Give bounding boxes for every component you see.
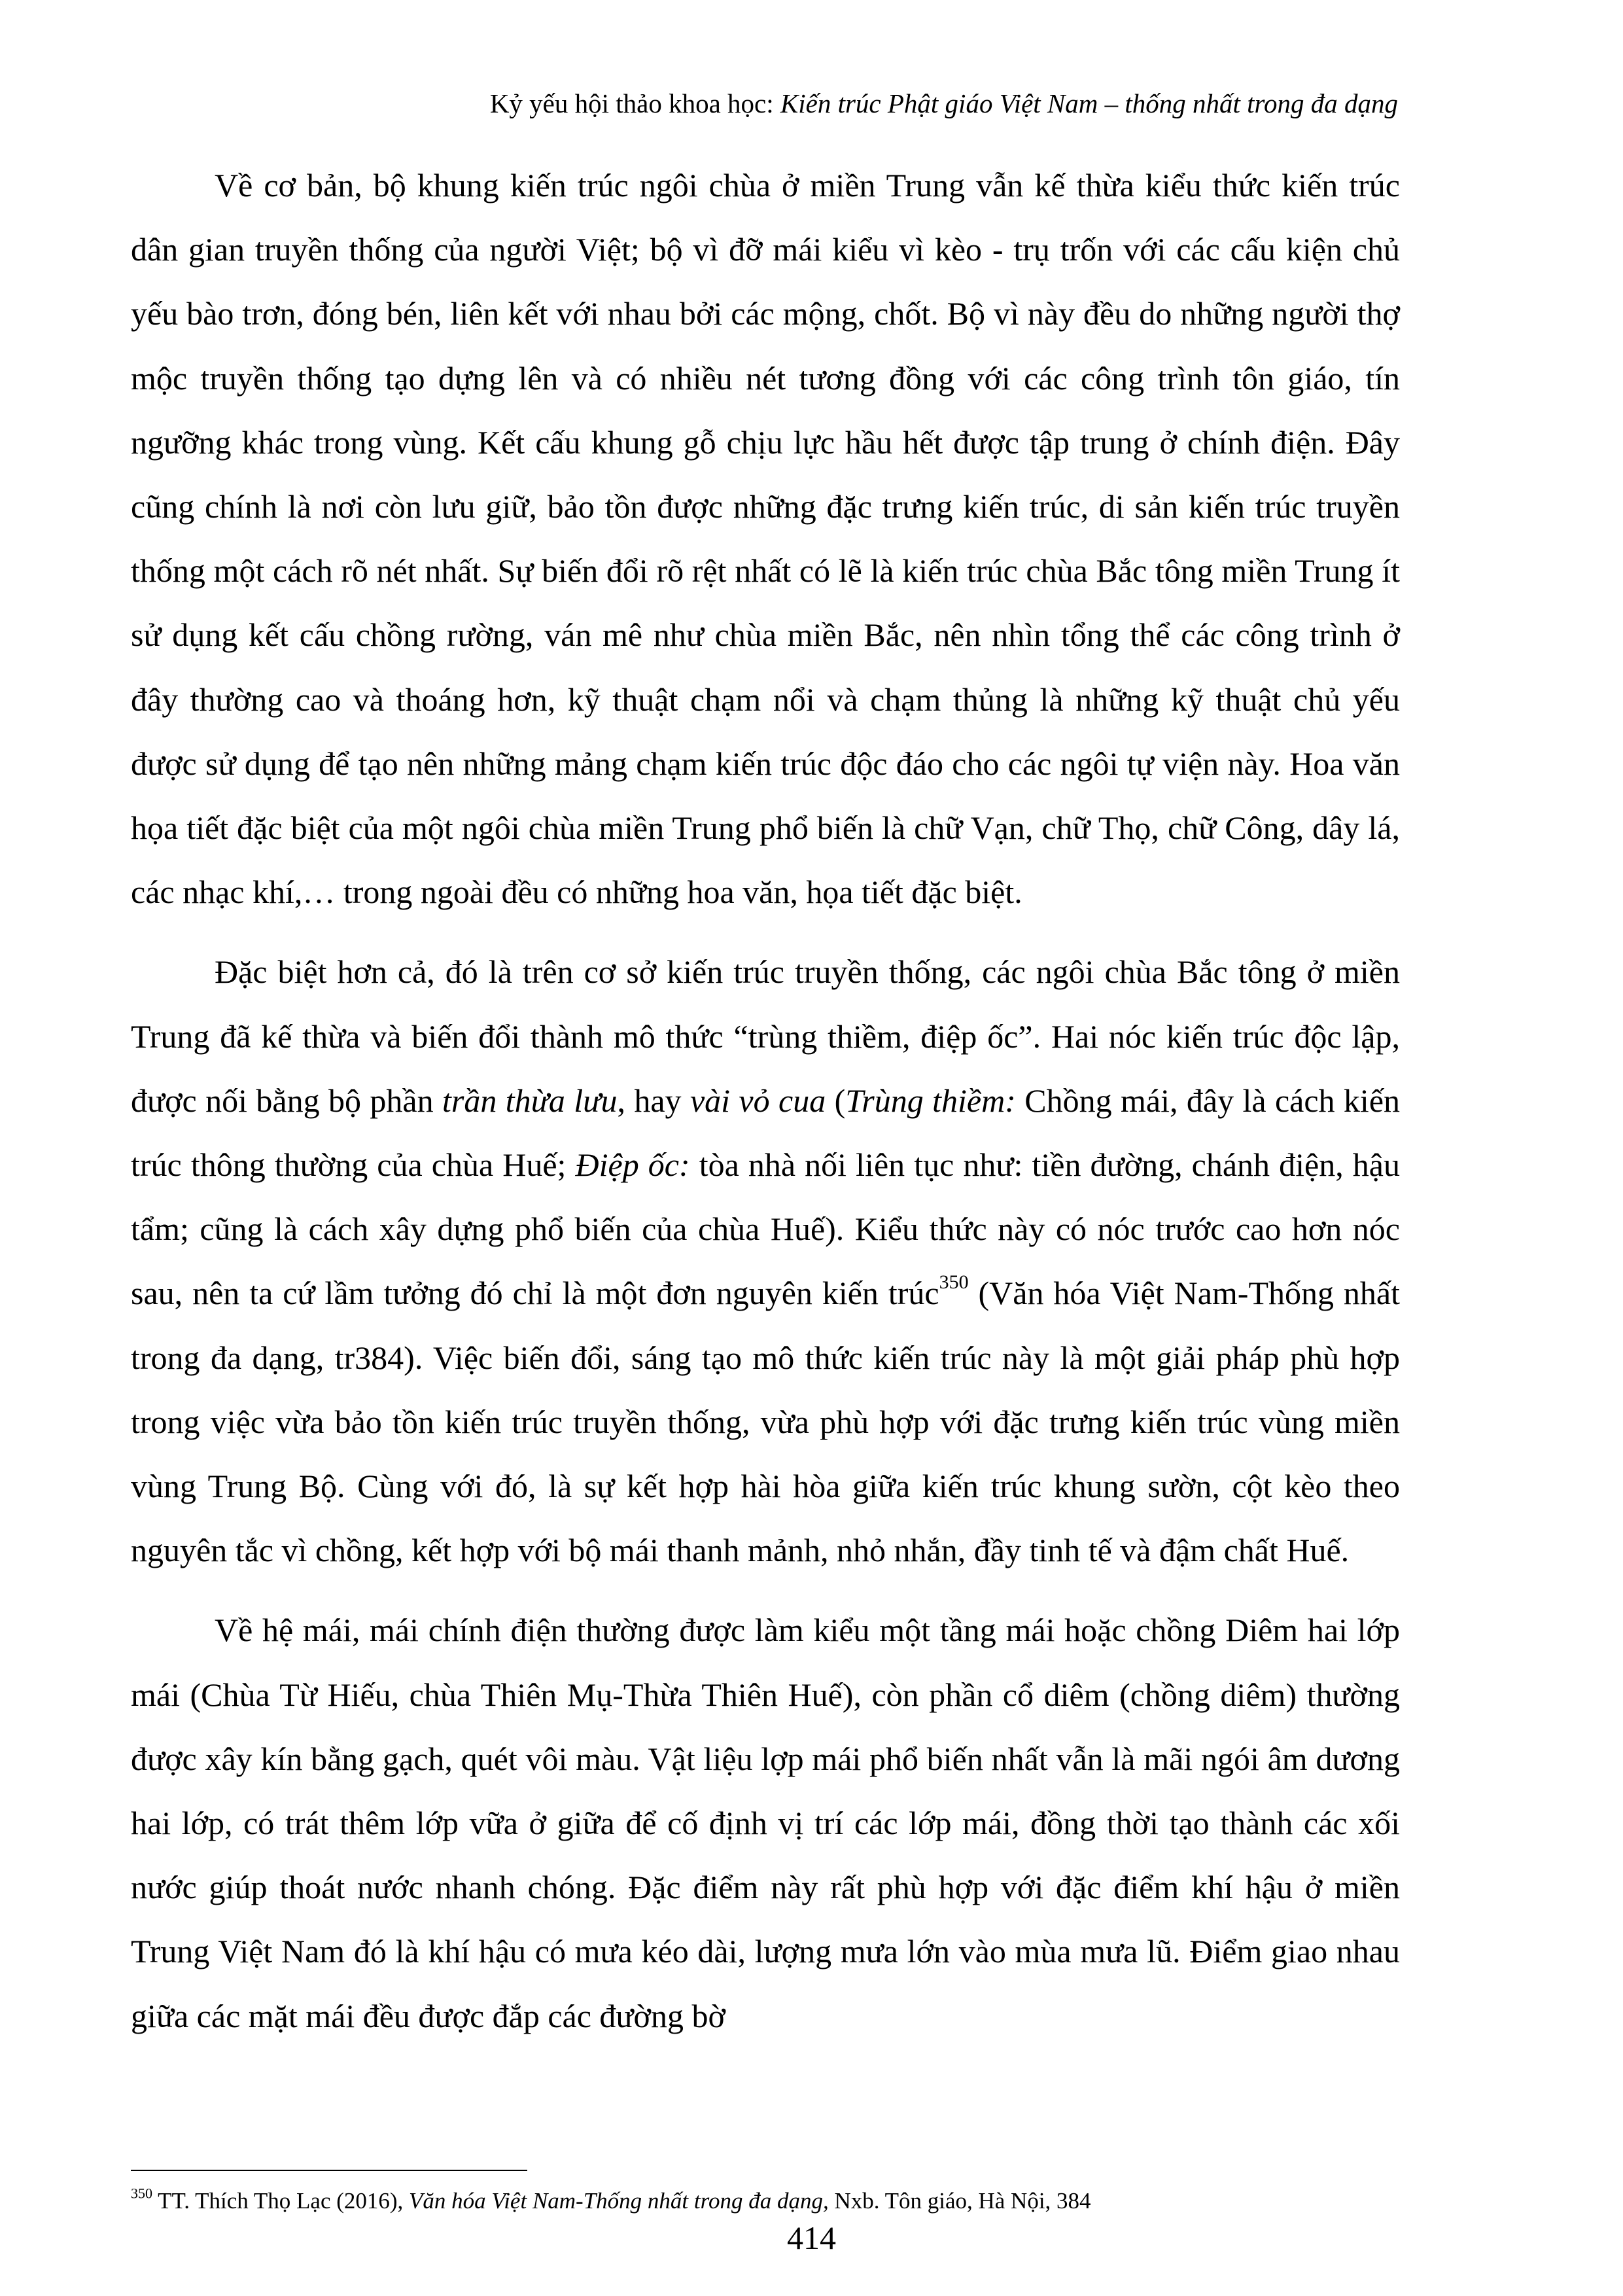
footnote-separator <box>131 2170 527 2171</box>
italic-term: vài vỏ cua <box>689 1082 826 1119</box>
body-text <box>131 153 1400 2048</box>
running-header <box>0 84 1398 123</box>
paragraph-1: Về cơ bản, bộ khung kiến trúc ngôi chùa ở miền Trung vẫn kế thừa kiểu thức kiến trúc dân gian truyền thống của người Việt; bộ vì đỡ mái kiểu vì kèo - trụ trốn với các cấu kiện chủ yếu bào trơn, đóng bén, liên kết với nhau bởi các mộng, chốt. Bộ vì này đều do những người thợ mộc truyền thống tạo dựng lên và có nhiều nét tương đồng với các công trình tôn giáo, tín ngưỡng khác trong vùng. Kết cấu khung gỗ chịu lực hầu hết được tập trung ở chính điện. Đây cũng chính là nơi còn lưu giữ, bảo tồn được những đặc trưng kiến trúc, di sản kiến trúc truyền thống một cách rõ nét nhất. Sự biến đổi rõ rệt nhất có lẽ là kiến trúc chùa Bắc tông miền Trung ít sử dụng kết cấu chồng rường, ván mê như chùa miền Bắc, nên nhìn tổng thể các công trình ở đây thường cao và thoáng hơn, kỹ thuật chạm nổi và chạm thủng là những kỹ thuật chủ yếu được sử dụng để tạo nên những mảng chạm kiến trúc độc đáo cho các ngôi tự viện này. Hoa văn họa tiết đặc biệt của một ngôi chùa miền Trung phổ biến là chữ Vạn, chữ Thọ, chữ Công, dây lá, các nhạc khí,… trong ngoài đều có những hoa văn, họa tiết đặc biệt. <box>131 167 1400 911</box>
paragraph-3: Về hệ mái, mái chính điện thường được làm kiểu một tầng mái hoặc chồng Diêm hai lớp mái (Chùa Từ Hiếu, chùa Thiên Mụ-Thừa Thiên Huế), còn phần cổ diêm (chồng diêm) thường được xây kín bằng gạch, quét vôi màu. Vật liệu lợp mái phổ biến nhất vẫn là mãi ngói âm dương hai lớp, có trát thêm lớp vữa ở giữa để cố định vị trí các lớp mái, đồng thời tạo thành các xối nước giúp thoát nước nhanh chóng. Đặc điểm này rất phù hợp với đặc điểm khí hậu ở miền Trung Việt Nam đó là khí hậu có mưa kéo dài, lượng mưa lớn vào mùa mưa lũ. Điểm giao nhau giữa các mặt mái đều được đắp các đường bờ <box>131 1612 1400 2034</box>
footnote-title: Văn hóa Việt Nam-Thống nhất trong đa dạng, <box>409 2188 829 2214</box>
text-run: Chồng mái, đây là cách kiến trúc thông thường của chùa Huế; <box>131 1082 1401 1184</box>
text-run: ( <box>826 1082 846 1119</box>
text-run: Đặc biệt hơn cả, đó là trên cơ sở kiến trúc truyền thống, các ngôi chùa Bắc tông ở miền Trung đã kế thừa và biến đổi thành mô thức “trùng thiềm, điệp ốc”. Hai nóc kiến trúc độc lập, được nối bằng bộ phần <box>131 953 1400 1119</box>
page-number: 414 <box>787 2219 836 2256</box>
italic-term: trần thừa lưu <box>442 1082 618 1119</box>
header-title: Kiến trúc Phật giáo Việt Nam – thống nhất trong đa dạng <box>780 88 1398 118</box>
footnote-author: TT. Thích Thọ Lạc (2016), <box>152 2188 410 2214</box>
footnote-reference: 350 <box>939 1271 969 1294</box>
header-prefix: Kỷ yếu hội thảo khoa học: <box>489 88 780 118</box>
italic-term: Điệp ốc: <box>575 1146 690 1184</box>
paragraph-2 <box>131 940 1400 1582</box>
text-run: (Văn hóa Việt Nam-Thống nhất trong đa dạng, tr384). Việc biến đổi, sáng tạo mô thức kiến trúc này là một giải pháp phù hợp trong việc vừa bảo tồn kiến trúc truyền thống, vừa phù hợp với đặc trưng kiến trúc vùng miền vùng Trung Bộ. Cùng với đó, là sự kết hợp hài hòa giữa kiến trúc khung sườn, cột kèo theo nguyên tắc vì chồng, kết hợp với bộ mái thanh mảnh, nhỏ nhắn, đầy tinh tế và đậm chất Huế. <box>131 1275 1400 1569</box>
text-run: , hay <box>617 1082 690 1119</box>
footnote-number: 350 <box>131 2185 152 2202</box>
text-run: tòa nhà nối liên tục như: tiền đường, chánh điện, hậu tẩm; cũng là cách xây dựng phổ biến của chùa Huế). Kiểu thức này có nóc trước cao hơn nóc sau, nên ta cứ lầm tưởng đó chỉ là một đơn nguyên kiến trúc <box>131 1146 1400 1312</box>
footnote-publisher: Nxb. Tôn giáo, Hà Nội, 384 <box>828 2188 1091 2214</box>
footnote <box>131 2185 1439 2217</box>
italic-term: Trùng thiềm: <box>845 1082 1016 1119</box>
